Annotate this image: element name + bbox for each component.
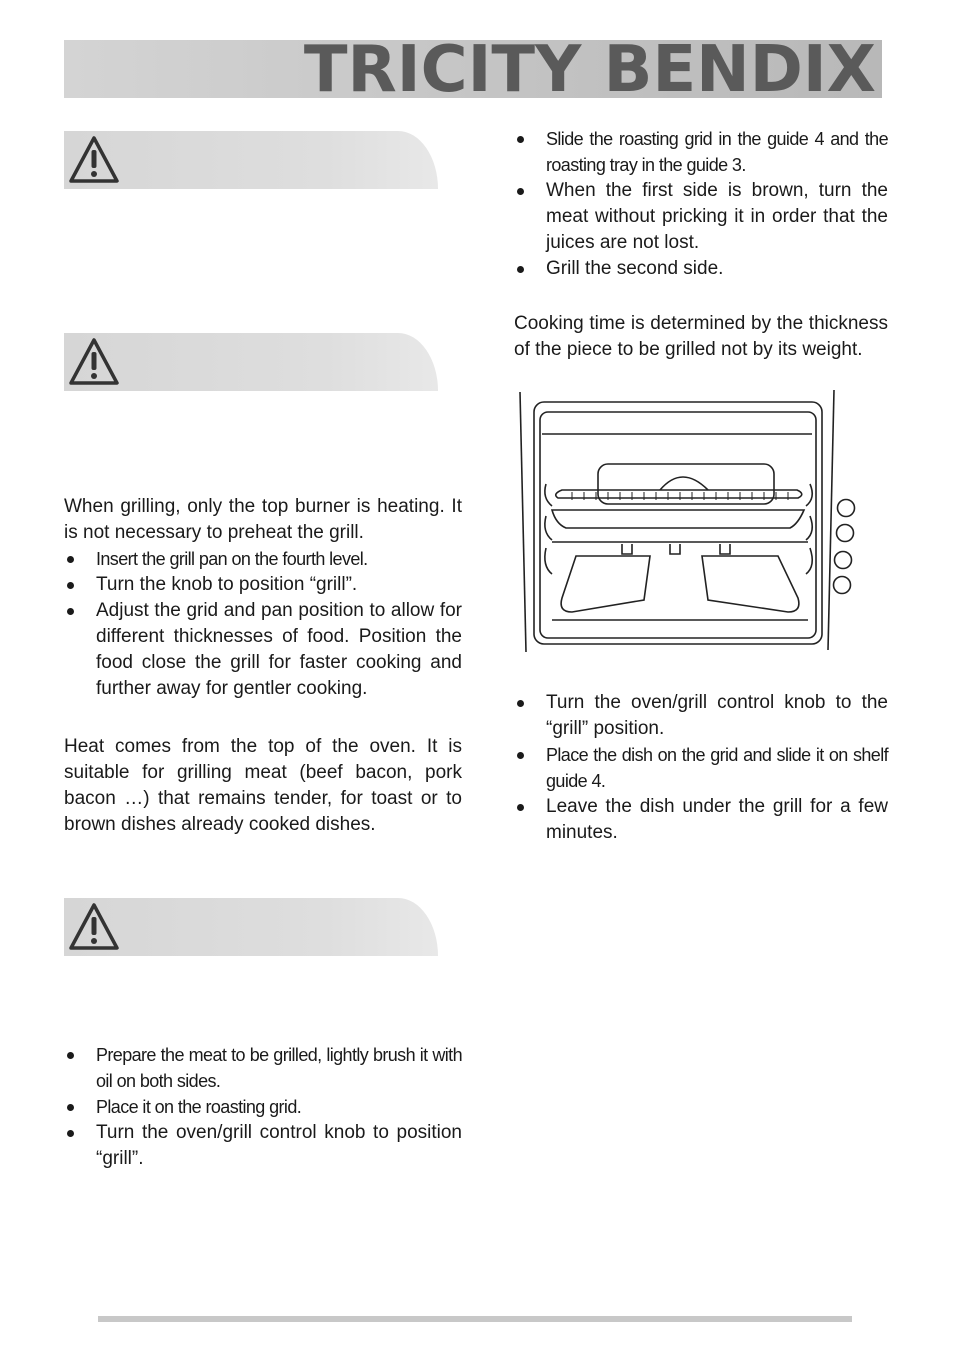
roasting-steps-section bbox=[514, 126, 888, 282]
heat-description bbox=[64, 734, 462, 838]
list-item: Place it on the roasting grid. bbox=[64, 1094, 462, 1120]
browning-steps-section bbox=[514, 690, 888, 846]
brand-header-bar bbox=[64, 33, 882, 107]
grilling-steps-list bbox=[64, 546, 462, 702]
cooking-time-paragraph: Cooking time is determined by the thickness of the piece to be grilled not by its weight. bbox=[514, 313, 888, 360]
heat-paragraph: Heat comes from the top of the oven. It is suitable for grilling meat (beef bacon, pork bacon …) that remains tender, for toast or to brown dishes already cooked dishes. bbox=[64, 736, 462, 835]
warning-bar-1 bbox=[64, 131, 438, 189]
list-item: Prepare the meat to be grilled, lightly brush it with oil on both sides. bbox=[64, 1042, 462, 1094]
list-item: Slide the roasting grid in the guide 4 and the roasting tray in the guide 3. bbox=[514, 126, 888, 178]
list-item: Turn the oven/grill control knob to position “grill”. bbox=[64, 1120, 462, 1172]
grilling-intro: When grilling, only the top burner is heating. It is not necessary to preheat the grill. bbox=[64, 496, 462, 543]
warning-bar-3 bbox=[64, 898, 438, 956]
warning-triangle-icon bbox=[68, 902, 120, 952]
list-item: Grill the second side. bbox=[514, 256, 888, 282]
footer-divider bbox=[98, 1316, 852, 1322]
list-item: Turn the knob to position “grill”. bbox=[64, 572, 462, 598]
list-item: Leave the dish under the grill for a few minutes. bbox=[514, 794, 888, 846]
list-item: Place the dish on the grid and slide it on shelf guide 4. bbox=[514, 742, 888, 794]
roasting-steps-list bbox=[514, 126, 888, 282]
meat-steps-list bbox=[64, 1042, 462, 1172]
grilling-section bbox=[64, 494, 462, 702]
list-item: Turn the oven/grill control knob to the “grill” position. bbox=[514, 690, 888, 742]
meat-preparation-section bbox=[64, 1042, 462, 1172]
list-item: Insert the grill pan on the fourth level. bbox=[64, 546, 462, 572]
warning-triangle-icon bbox=[68, 135, 120, 185]
browning-steps-list bbox=[514, 690, 888, 846]
warning-triangle-icon bbox=[68, 337, 120, 387]
list-item: When the first side is brown, turn the meat without pricking it in order that the juices are not lost. bbox=[514, 178, 888, 256]
warning-bar-2 bbox=[64, 333, 438, 391]
brand-logo: TRICITY BENDIX bbox=[303, 33, 876, 107]
cooking-time-note bbox=[514, 311, 888, 363]
list-item: Adjust the grid and pan position to allow for different thicknesses of food. Position the food close the grill for faster cooking and further away for gentler cooking. bbox=[64, 598, 462, 702]
oven-shelf-diagram bbox=[512, 386, 860, 656]
